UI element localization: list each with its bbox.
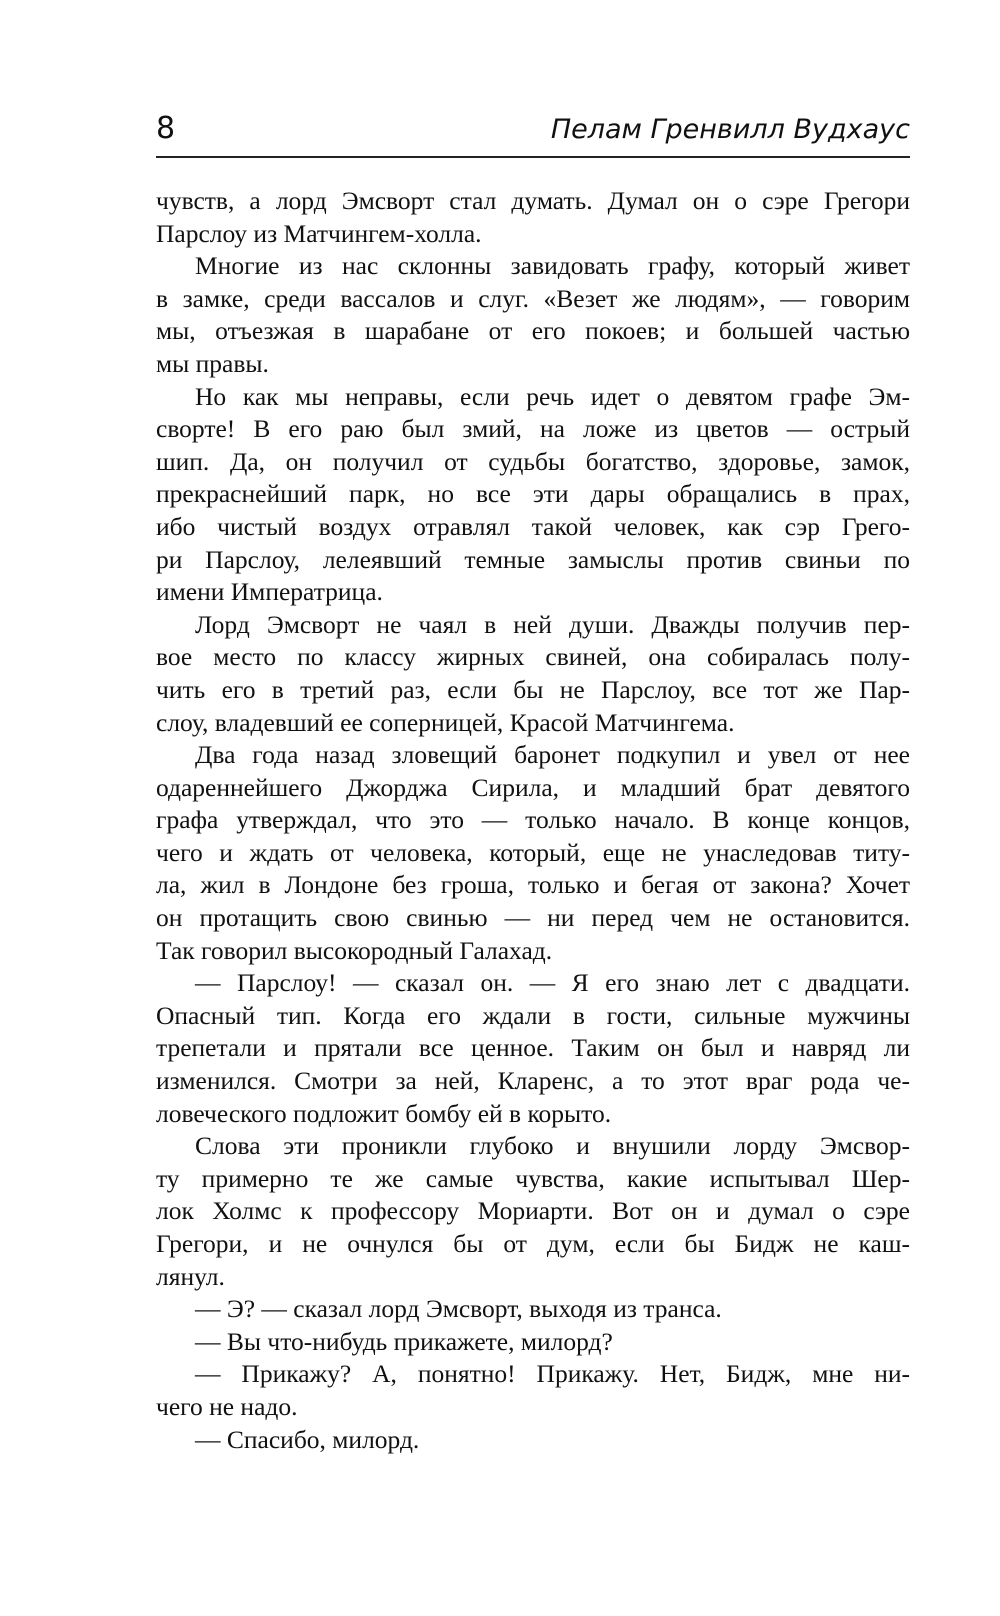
text-line: ту примерно те же самые чувства, какие испытывал Шер- bbox=[156, 1163, 910, 1193]
paragraph-1 bbox=[156, 185, 910, 250]
text-line: ри Парслоу, лелеявший темные замыслы против свиньи по bbox=[156, 544, 910, 574]
text-line: мы, отъезжая в шарабане от его покоев; и большей частью bbox=[156, 316, 910, 346]
text-line: — Парслоу! — сказал он. — Я его знаю лет с двадцати. bbox=[195, 968, 910, 998]
text-line: Так говорил высокородный Галахад. bbox=[156, 935, 553, 965]
text-line: прекраснейший парк, но все эти дары обращались в прах, bbox=[156, 479, 910, 509]
text-line: слоу, владевший ее соперницей, Красой Матчингема. bbox=[156, 707, 735, 737]
text-line: чувств, а лорд Эмсворт стал думать. Думал он о сэре Грегори bbox=[156, 186, 910, 215]
paragraph-6 bbox=[156, 967, 910, 1130]
text-line: сворте! В его раю был змий, на ложе из цветов — острый bbox=[156, 414, 910, 444]
text-line: имени Императрица. bbox=[156, 577, 383, 607]
text-line: — Э? — сказал лорд Эмсворт, выходя из транса. bbox=[195, 1294, 722, 1324]
text-line: Два года назад зловещий баронет подкупил и увел от нее bbox=[195, 740, 910, 770]
text-line: вое место по классу жирных свиней, она собиралась полу- bbox=[156, 642, 910, 672]
text-line: Слова эти проникли глубоко и внушили лорду Эмсвор- bbox=[195, 1131, 910, 1161]
text-line: лок Холмс к профессору Мориарти. Вот он и думал о сэре bbox=[156, 1196, 910, 1226]
text-line: — Прикажу? А, понятно! Прикажу. Нет, Бидж, мне ни- bbox=[195, 1359, 910, 1389]
paragraph-4 bbox=[156, 609, 910, 739]
paragraph-5 bbox=[156, 739, 910, 967]
text-line: изменился. Смотри за ней, Кларенс, а то этот враг рода че- bbox=[156, 1066, 910, 1096]
paragraph-9 bbox=[156, 1326, 910, 1359]
page-number: 8 bbox=[156, 111, 176, 146]
text-line: Многие из нас склонны завидовать графу, который живет bbox=[195, 251, 910, 281]
text-line: он протащить свою свинью — ни перед чем не остановится. bbox=[156, 903, 910, 933]
text-line: ла, жил в Лондоне без гроша, только и бегая от закона? Хочет bbox=[156, 870, 910, 900]
text-line: чить его в третий раз, если бы не Парслоу, все тот же Пар- bbox=[156, 674, 910, 704]
text-line: в замке, среди вассалов и слуг. «Везет же людям», — говорим bbox=[156, 283, 910, 313]
text-line: Опасный тип. Когда его ждали в гости, сильные мужчины bbox=[156, 1000, 910, 1030]
text-line: Парслоу из Матчингем-холла. bbox=[156, 218, 482, 248]
text-line: мы правы. bbox=[156, 348, 269, 378]
text-line: Но как мы неправы, если речь идет о девятом графе Эм- bbox=[195, 381, 910, 411]
paragraph-2 bbox=[156, 250, 910, 380]
paragraph-7 bbox=[156, 1130, 910, 1293]
text-line: чего и ждать от человека, который, еще не унаследовав титу- bbox=[156, 837, 910, 867]
paragraph-8 bbox=[156, 1293, 910, 1326]
text-line: графа утверждал, что это — только начало. В конце концов, bbox=[156, 805, 910, 835]
text-line: чего не надо. bbox=[156, 1391, 298, 1421]
text-line: — Спасибо, милорд. bbox=[195, 1424, 420, 1454]
running-title: Пелам Гренвилл Вудхаус bbox=[550, 114, 910, 145]
text-line: — Вы что-нибудь прикажете, милорд? bbox=[195, 1326, 613, 1356]
text-line: трепетали и прятали все ценное. Таким он был и навряд ли bbox=[156, 1033, 910, 1063]
text-line: Грегори, и не очнулся бы от дум, если бы Бидж не каш- bbox=[156, 1229, 910, 1258]
text-line: Лорд Эмсворт не чаял в ней души. Дважды получив пер- bbox=[195, 609, 910, 639]
text-line: ловеческого подложит бомбу ей в корыто. bbox=[156, 1098, 612, 1128]
text-line: ибо чистый воздух отравлял такой человек, как сэр Грего- bbox=[156, 511, 910, 541]
text-line: одареннейшего Джорджа Сирила, и младший брат девятого bbox=[156, 772, 910, 802]
body-text bbox=[156, 185, 910, 1456]
paragraph-11 bbox=[156, 1424, 910, 1457]
paragraph-10 bbox=[156, 1358, 910, 1423]
text-line: лянул. bbox=[156, 1261, 225, 1291]
paragraph-3 bbox=[156, 381, 910, 609]
page-header bbox=[156, 108, 910, 158]
text-line: шип. Да, он получил от судьбы богатство, здоровье, замок, bbox=[156, 446, 910, 476]
